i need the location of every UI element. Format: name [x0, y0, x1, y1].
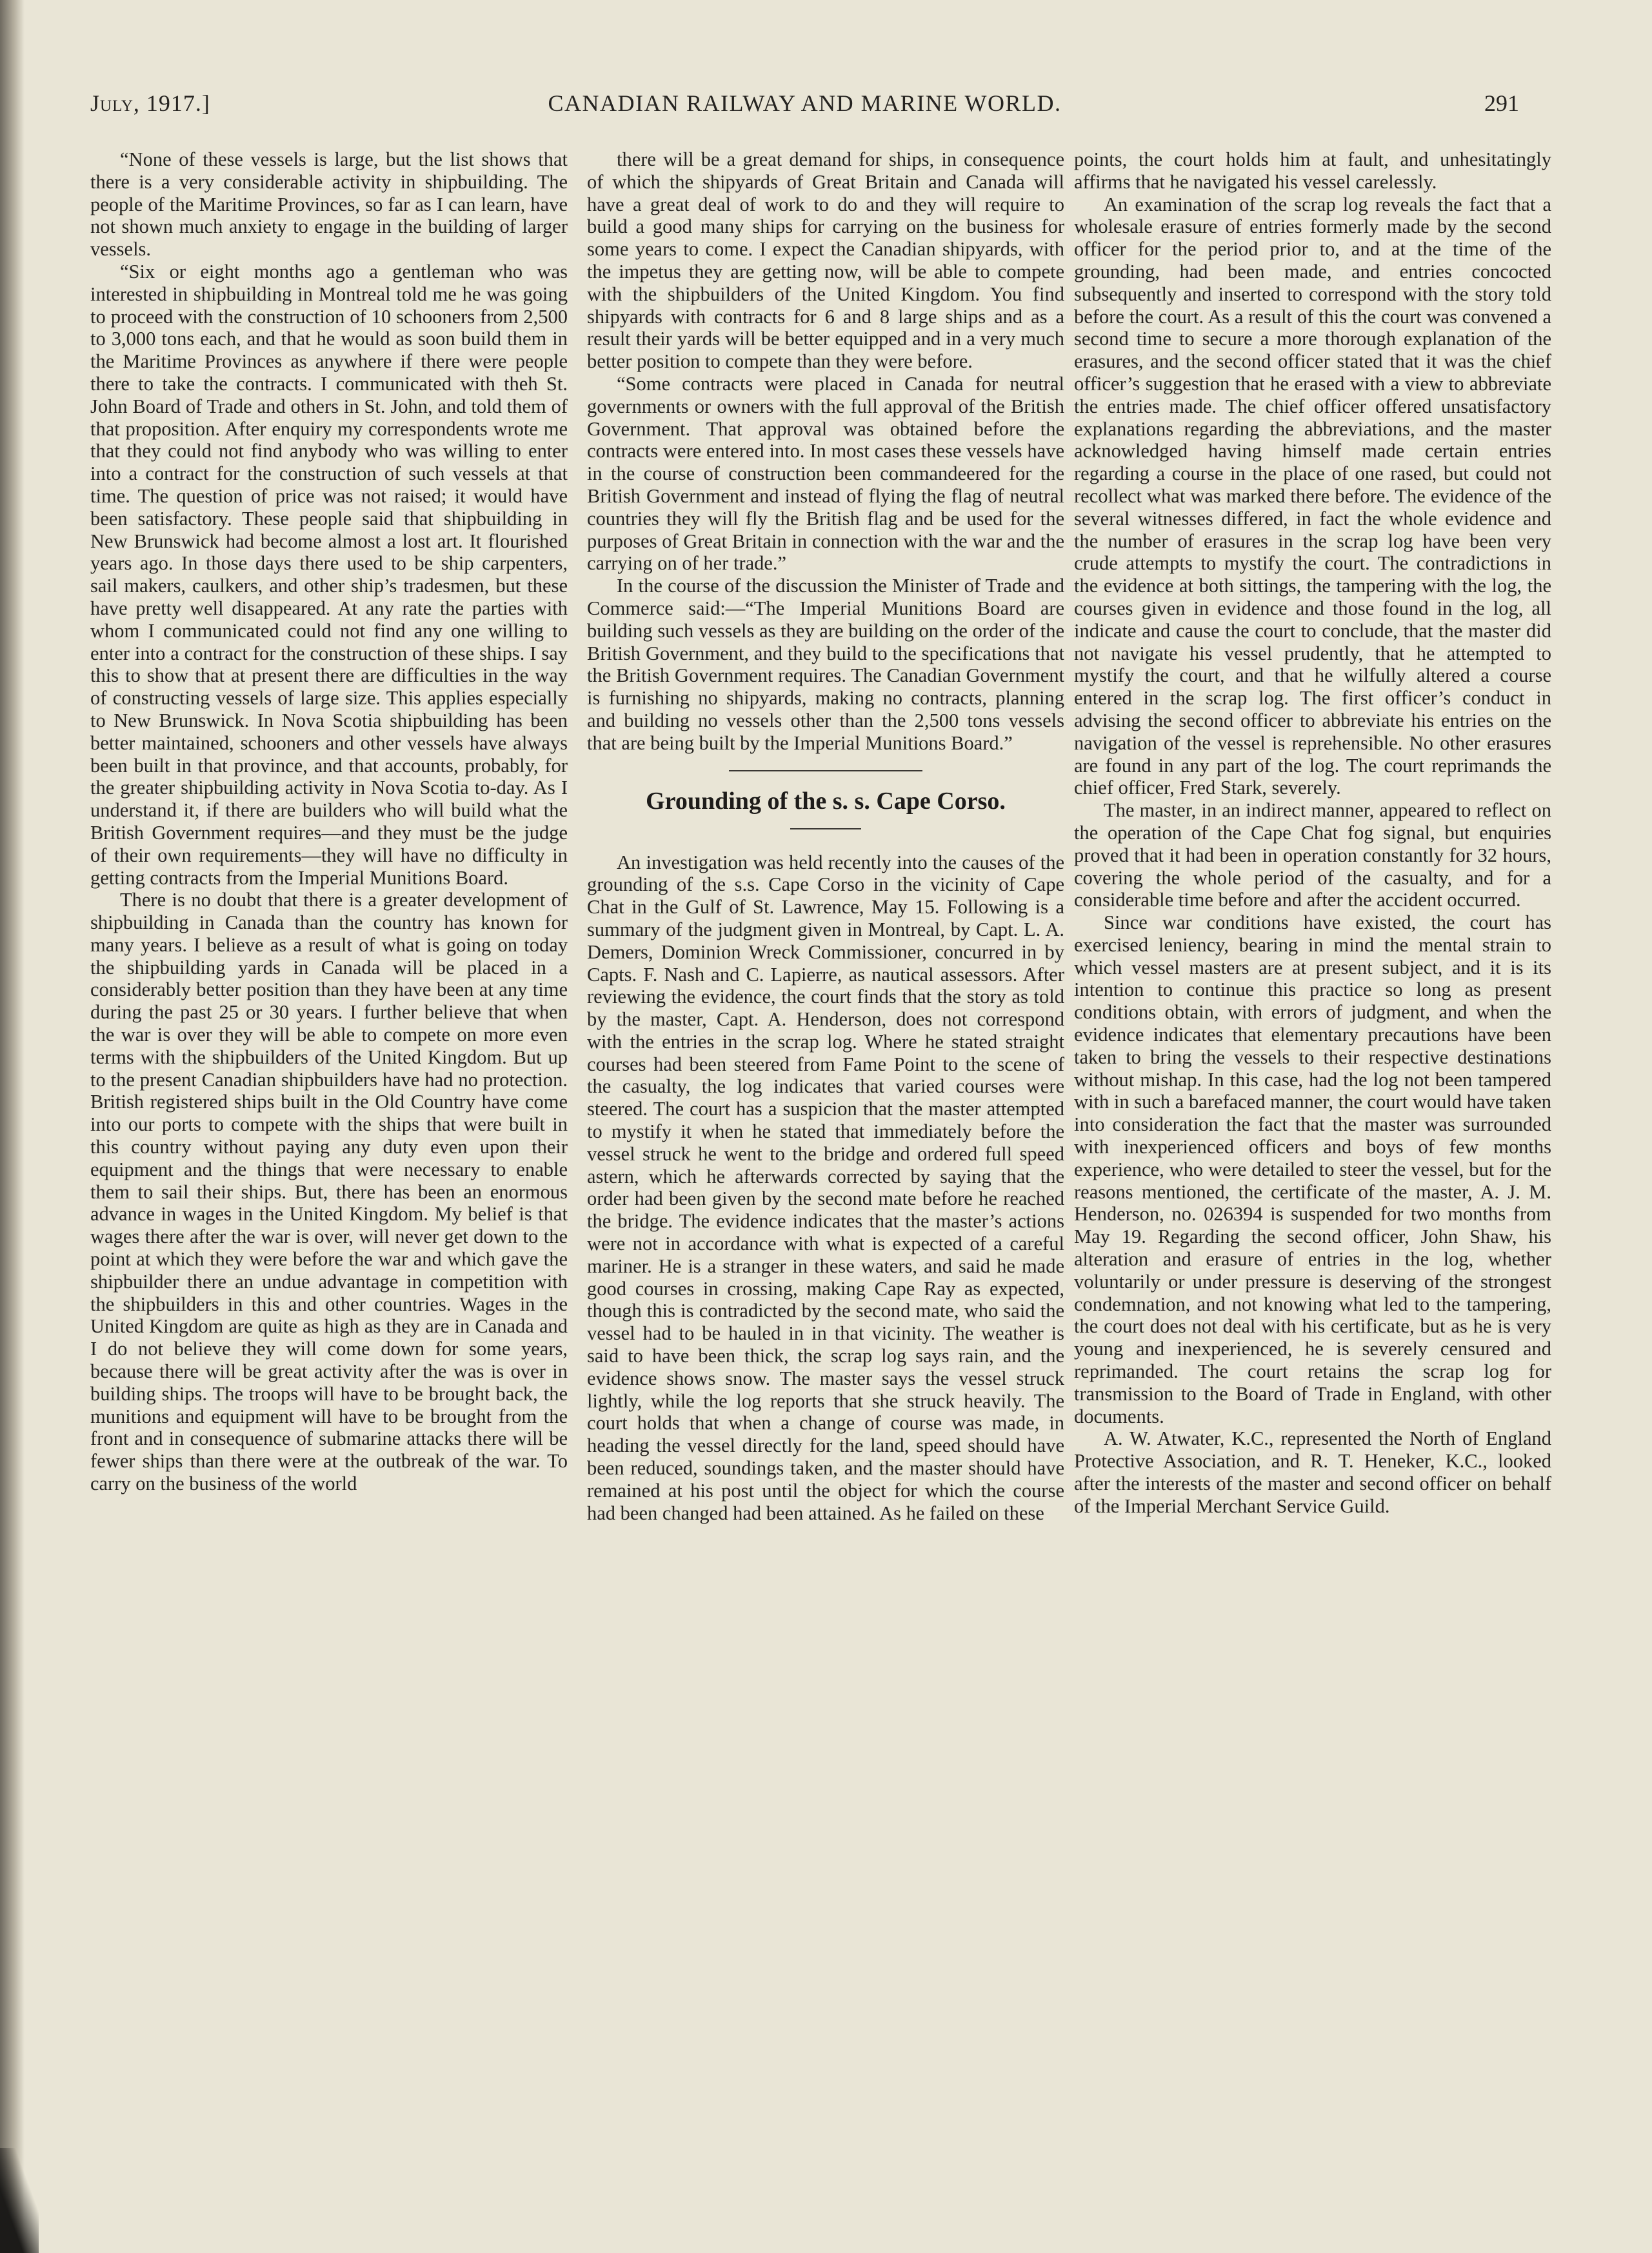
paragraph: “Six or eight months ago a gentleman who was interested in shipbuilding in Montreal told me he was going to proceed with the construction of 10 schooners from 2,500 to 3,000 tons each, and that he would as soon build them in the Maritime Provinces as anywhere if there were people there to take the contracts. I communicated with theh St. John Board of Trade and others in St. John, and told them of that proposition. After enquiry my correspondents wrote me that they could not find anybody who was willing to enter into a contract for the construction of such vessels at that time. The question of price was not raised; it would have been satisfactory. These people said that shipbuilding in New Brunswick had become almost a lost art. It flourished years ago. In those days there used to be ship carpenters, sail makers, caulkers, and other ship’s tradesmen, but these have pretty well disappeared. At any rate the parties with whom I communicated could not find any one willing to enter into a contract for the construction of these ships. I say this to show that at present there are difficulties in the way of constructing vessels of large size. This applies especially to New Brunswick. In Nova Scotia shipbuilding has been better maintained, schooners and other vessels have always been built in that province, and that accounts, probably, for the greater shipbuilding activity in Nova Scotia to-day. As I understand it, if there are builders who will build what the British Government requires—and they must be the judge of their own requirements—they will have no difficulty in getting contracts from the Imperial Munitions Board.	[90, 260, 568, 889]
paragraph: “None of these vessels is large, but the list shows that there is a very considerable activity in shipbuilding. The people of the Maritime Provinces, so far as I can learn, have not shown much anxiety to engage in the building of larger vessels.	[90, 148, 568, 261]
paragraph: There is no doubt that there is a greater development of shipbuilding in Canada than the country has known for many years. I believe as a result of what is going on today the shipbuilding yards in Canada will be placed in a considerably better position than they have been at any time during the past 25 or 30 years. I further believe that when the war is over they will be able to compete on more even terms with the shipbuilders of the United Kingdom. But up to the present Canadian shipbuilders have had no protection. British registered ships built in the Old Country have come into our ports to compete with the ships that were built in this country without paying any duty even upon their equipment and the things that were necessary to enable them to sail their ships. But, there has been an enormous advance in wages in the United Kingdom. My belief is that wages there after the war is over, will never get down to the point at which they were before the war and which gave the shipbuilder there an undue advantage in competition with the shipbuilders in this and other countries. Wages in the United Kingdom are quite as high as they are in Canada and I do not believe they will come down for some years, because there will be great activity after the was is over in building ships. The troops will have to be brought back, the munitions and equipment will have to be brought from the front and in consequence of submarine attacks there will be fewer ships than there were at the outbreak of the war. To carry on the business of the world	[90, 889, 568, 1495]
publication-title: CANADIAN RAILWAY AND MARINE WORLD.	[548, 90, 1062, 116]
article-headline: Grounding of the s. s. Cape Corso.	[646, 787, 1006, 815]
column-3	[1074, 148, 1551, 1518]
page-number: 291	[1484, 90, 1519, 116]
paragraph: The master, in an indirect manner, appeared to reflect on the operation of the Cape Chat fog signal, but enquiries proved that it had been in operation constantly for 32 hours, covering the whole period of the casualty, and for a considerable time before and after the accident occurred.	[1074, 799, 1551, 911]
section-divider	[729, 770, 922, 771]
page-corner-shadow	[0, 2148, 39, 2253]
paragraph: there will be a great demand for ships, in consequence of which the shipyards of Great Britain and Canada will have a great deal of work to do and they will require to build a good many ships for carrying on the business for some years to come. I expect the Canadian shipyards, with the impetus they are getting now, will be able to compete with the shipbuilders of the United Kingdom. You find shipyards with contracts for 6 and 8 large ships and as a result their yards will be better equipped and in a very much better position to compete than they were before.	[587, 148, 1064, 373]
column-2	[587, 148, 1064, 1524]
paragraph: An examination of the scrap log reveals the fact that a wholesale erasure of entries formerly made by the second officer for the period prior to, and at the time of the grounding, had been made, and entries concocted subsequently and inserted to correspond with the story told before the court. As a result of this the court was convened a second time to secure a more thorough explanation of the erasures, and the second officer stated that it was the chief officer’s suggestion that he erased with a view to abbreviate the entries made. The chief officer offered unsatisfactory explanations regarding the abbreviations, and the master acknowledged having himself made certain entries regarding a course in the place of one rased, but could not recollect what was marked there before. The evidence of the several witnesses differed, in fact the whole evidence and the number of erasures in the scrap log have been very crude attempts to mystify the court. The contradictions in the evidence at both sittings, the tampering with the log, the courses given in evidence and those found in the log, all indicate and cause the court to conclude, that the master did not navigate his vessel prudently, that he attempted to mystify the court, and that he wilfully altered a course entered in the scrap log. The first officer’s conduct in advising the second officer to abbreviate his entries on the navigation of the vessel is reprehensible. No other erasures are found in any part of the log. The court reprimands the chief officer, Fred Stark, severely.	[1074, 193, 1551, 799]
headline-underline	[790, 828, 861, 829]
paragraph: A. W. Atwater, K.C., represented the North of England Protective Association, and R. T. Heneker, K.C., looked after the interests of the master and second officer on behalf of the Imperial Merchant Service Guild.	[1074, 1427, 1551, 1517]
running-header	[90, 87, 1519, 119]
issue-date: July, 1917.]	[90, 90, 210, 116]
paragraph: “Some contracts were placed in Canada for neutral governments or owners with the full approval of the British Government. That approval was obtained before the contracts were entered into. In most cases these vessels have in the course of construction been commandeered for the British Government and instead of flying the flag of neutral countries they will fly the British flag and be used for the purposes of Great Britain in connection with the war and the carrying on of her trade.”	[587, 372, 1064, 575]
paragraph: An investigation was held recently into the causes of the grounding of the s.s. Cape Corso in the vicinity of Cape Chat in the Gulf of St. Lawrence, May 15. Following is a summary of the judgment given in Montreal, by Capt. L. A. Demers, Dominion Wreck Commissioner, concurred in by Capts. F. Nash and C. Lapierre, as nautical assessors. After reviewing the evidence, the court finds that the story as told by the master, Capt. A. Henderson, does not correspond with the entries in the scrap log. Where he stated straight courses had been steered from Fame Point to the scene of the casualty, the log indicates that varied courses were steered. The court has a suspicion that the master attempted to mystify it when he stated that immediately before the vessel struck he went to the bridge and ordered full speed astern, which he afterwards corrected by saying that the order had been given by the second mate before he reached the bridge. The evidence indicates that the master’s actions were not in accordance with what is expected of a careful mariner. He is a stranger in these waters, and said he made good courses in crossing, making Cape Ray as expected, though this is contradicted by the second mate, who said the vessel had to be hauled in in that vicinity. The weather is said to have been thick, the scrap log says rain, and the evidence shows snow. The master says the vessel struck lightly, while the log reports that she struck heavily. The court holds that when a change of course was made, in heading the vessel directly for the land, speed should have been reduced, soundings taken, and the master should have remained at his post until the object for which the course had been changed had been attained. As he failed on these	[587, 851, 1064, 1524]
paragraph-continued: points, the court holds him at fault, and unhesitatingly affirms that he navigated his vessel carelessly.	[1074, 148, 1551, 193]
page-gutter-shadow	[0, 0, 25, 2253]
paragraph: Since war conditions have existed, the court has exercised leniency, bearing in mind the mental strain to which vessel masters are at present subject, and it is its intention to continue this practice so long as present conditions obtain, with errors of judgment, and when the evidence indicates that elementary precautions have been taken to bring the vessels to their respective destinations without mishap. In this case, had the log not been tampered with in such a barefaced manner, the court would have taken into consideration the fact that the master was surrounded with inexperienced officers and boys of few months experience, who were detailed to steer the vessel, but for the reasons mentioned, the certificate of the master, A. J. M. Henderson, no. 026394 is suspended for two months from May 19. Regarding the second officer, John Shaw, his alteration and erasure of entries in the log, whether voluntarily or under pressure is deserving of the strongest condemnation, and not knowing what led to the tampering, the court does not deal with his certificate, but as he is very young and inexperienced, he is severely censured and reprimanded. The court retains the scrap log for transmission to the Board of Trade in England, with other documents.	[1074, 911, 1551, 1427]
paragraph: In the course of the discussion the Minister of Trade and Commerce said:—“The Imperial Munitions Board are building such vessels as they are building on the order of the British Government, and they build to the specifications that the British Government requires. The Canadian Government is furnishing no shipyards, making no contracts, planning and building no vessels other than the 2,500 tons vessels that are being built by the Imperial Munitions Board.”	[587, 575, 1064, 754]
column-1	[90, 148, 568, 1495]
